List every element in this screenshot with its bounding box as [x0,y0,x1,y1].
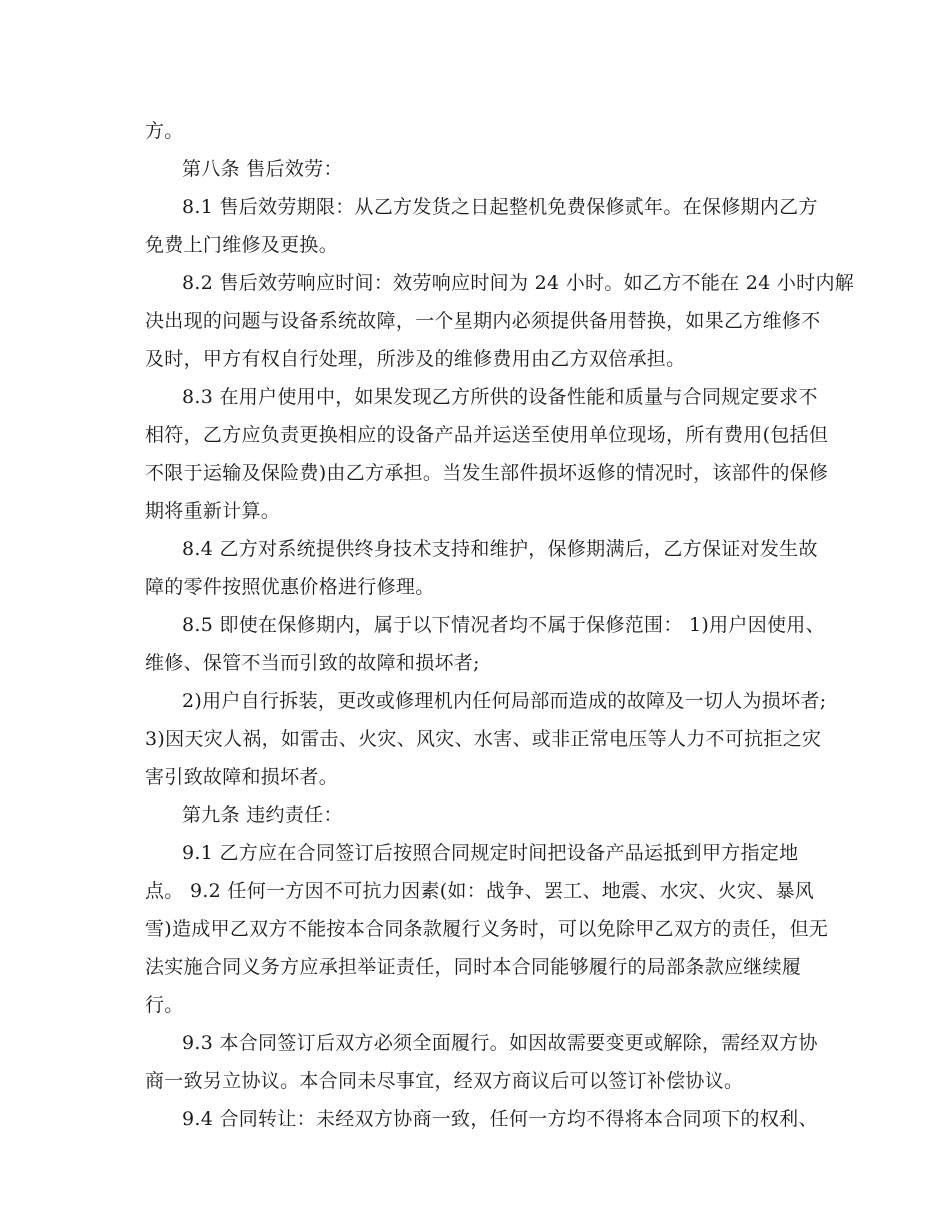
text-line: 相符，乙方应负责更换相应的设备产品并运送至使用单位现场，所有费用(包括但 [145,424,829,446]
text-line: 免费上门维修及更换。 [145,234,339,256]
text-line: 雪)造成甲乙双方不能按本合同条款履行义务时，可以免除甲乙双方的责任，但无 [145,918,829,940]
section-heading: 第八条 售后效劳： [182,158,343,180]
text-line: 9.4 合同转让：未经双方协商一致，任何一方均不得将本合同项下的权利、 [182,1108,818,1130]
text-line: 3)因天灾人祸，如雷击、火灾、风灾、水害、或非正常电压等人力不可抗拒之灾 [145,728,822,750]
text-line: 点。 9.2 任何一方因不可抗力因素(如：战争、罢工、地震、水灾、火灾、暴风 [145,880,815,902]
text-line: 方。 [145,120,184,142]
text-line: 行。 [145,994,184,1016]
text-line: 商一致另立协议。本合同未尽事宜，经双方商议后可以签订补偿协议。 [145,1070,744,1092]
section-heading: 第九条 违约责任： [182,804,343,826]
text-line: 期将重新计算。 [145,500,281,522]
text-line: 决出现的问题与设备系统故障，一个星期内必须提供备用替换，如果乙方维修不 [145,310,821,332]
text-line: 8.3 在用户使用中，如果发现乙方所供的设备性能和质量与合同规定要求不 [182,386,818,408]
text-line: 法实施合同义务方应承担举证责任，同时本合同能够履行的局部条款应继续履 [145,956,802,978]
text-line: 8.1 售后效劳期限：从乙方发货之日起整机免费保修贰年。在保修期内乙方 [182,196,818,218]
text-line: 8.4 乙方对系统提供终身技术支持和维护，保修期满后，乙方保证对发生故 [182,538,818,560]
text-line: 2)用户自行拆装，更改或修理机内任何局部而造成的故障及一切人为损坏者; [182,690,827,712]
text-line: 障的零件按照优惠价格进行修理。 [145,576,435,598]
text-line: 害引致故障和损坏者。 [145,766,339,788]
text-line: 及时，甲方有权自行处理，所涉及的维修费用由乙方双倍承担。 [145,348,686,370]
text-line: 维修、保管不当而引致的故障和损坏者; [145,652,480,674]
text-line: 8.2 售后效劳响应时间：效劳响应时间为 24 小时。如乙方不能在 24 小时内解 [182,272,855,294]
text-line: 9.1 乙方应在合同签订后按照合同规定时间把设备产品运抵到甲方指定地 [182,842,799,864]
text-line: 不限于运输及保险费)由乙方承担。当发生部件损坏返修的情况时，该部件的保修 [145,462,829,484]
text-line: 9.3 本合同签订后双方必须全面履行。如因故需要变更或解除，需经双方协 [182,1032,818,1054]
text-line: 8.5 即使在保修期内，属于以下情况者均不属于保修范围： 1)用户因使用、 [182,614,825,636]
